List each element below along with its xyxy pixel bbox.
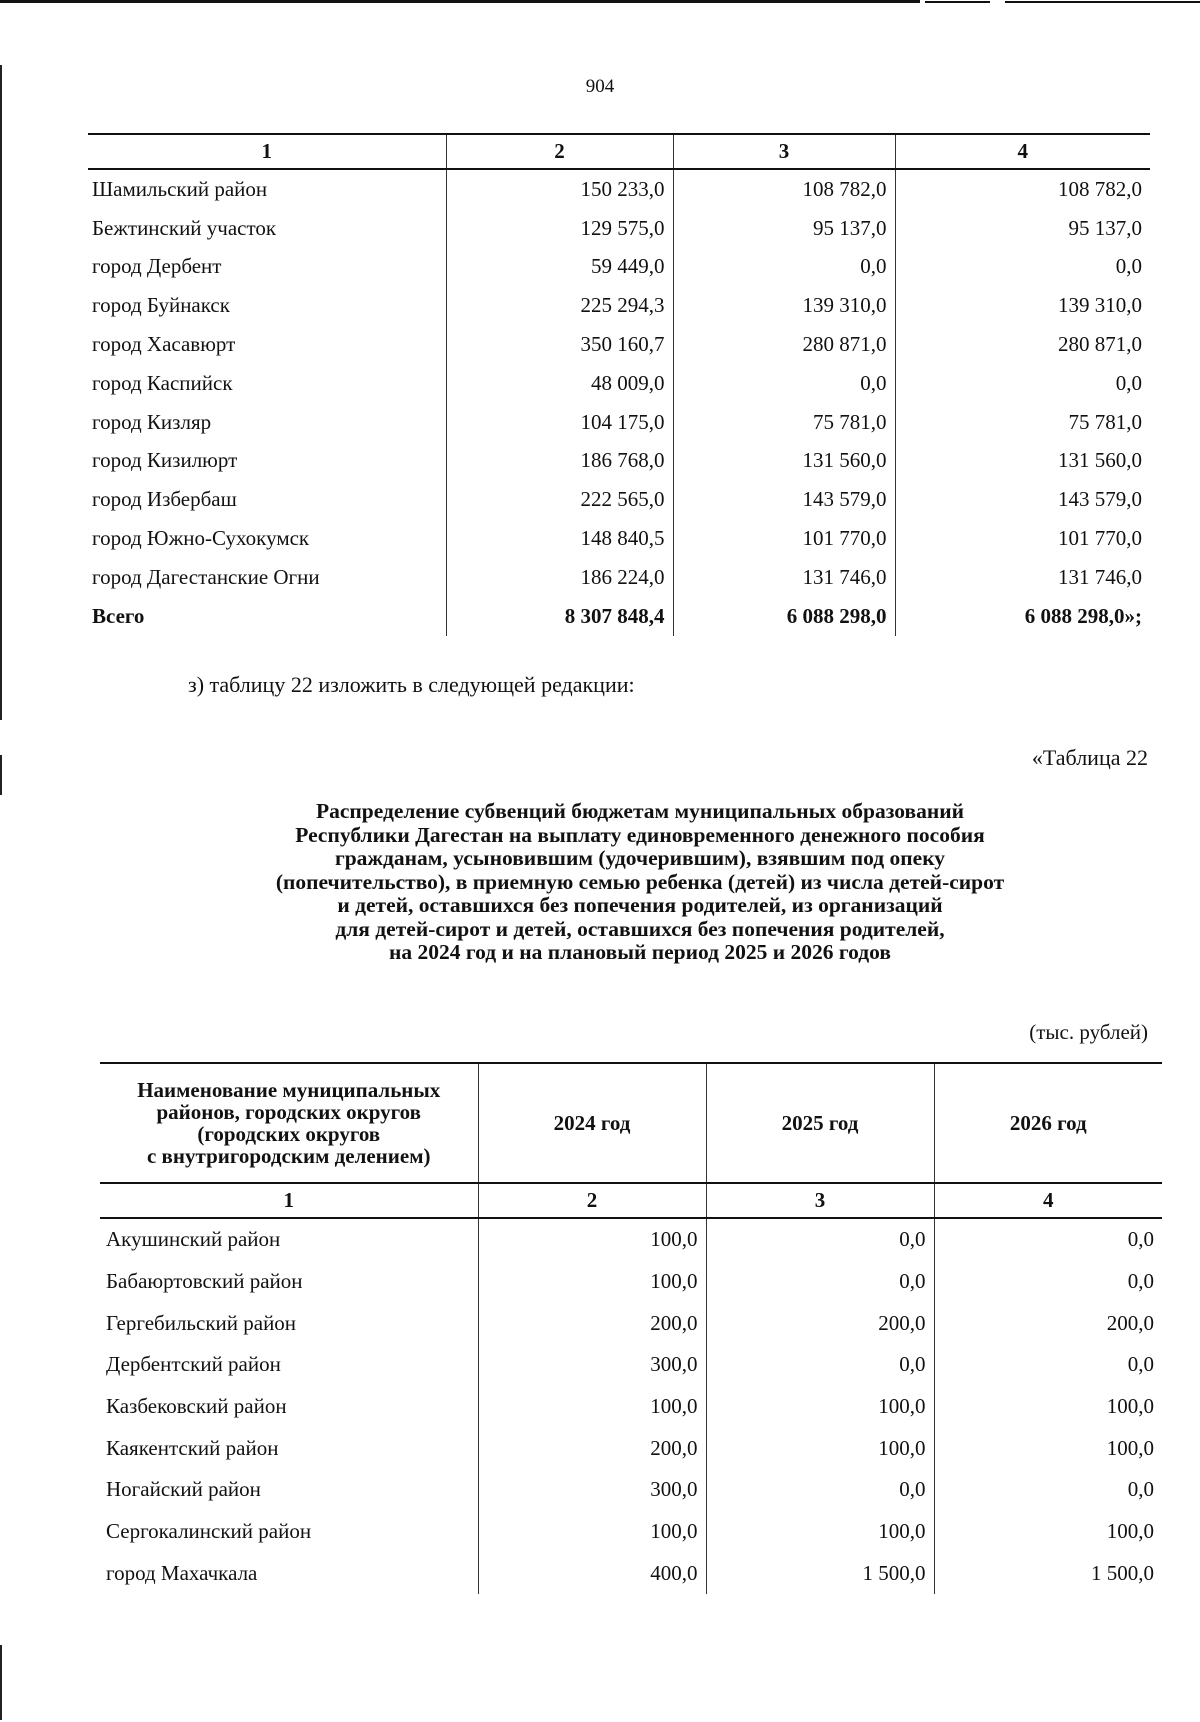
value-col2: 350 160,7 — [446, 325, 673, 364]
header-line: районов, городских округов — [156, 1100, 421, 1124]
value-2025: 0,0 — [706, 1344, 934, 1386]
table-row — [100, 1386, 1162, 1428]
table-row — [88, 558, 1150, 597]
value-2025: 100,0 — [706, 1511, 934, 1553]
value-2024: 400,0 — [478, 1553, 706, 1595]
value-col3: 131 560,0 — [673, 442, 895, 481]
municipality-name: Сергокалинский район — [106, 1519, 312, 1544]
value-2026: 200,0 — [934, 1302, 1162, 1344]
value-col3: 280 871,0 — [673, 325, 895, 364]
value-2025: 100,0 — [706, 1427, 934, 1469]
value-col4: 131 746,0 — [895, 558, 1150, 597]
value-2026: 0,0 — [934, 1344, 1162, 1386]
header-line: с внутригородским делением) — [146, 1144, 431, 1168]
total-col3: 6 088 298,0 — [673, 597, 895, 636]
amendment-instruction: з) таблицу 22 изложить в следующей редакции: — [188, 672, 635, 697]
table-row — [88, 480, 1150, 519]
value-col2: 186 768,0 — [446, 442, 673, 481]
municipality-name: Бабаюртовский район — [106, 1269, 303, 1294]
value-col2: 186 224,0 — [446, 558, 673, 597]
municipality-name: город Кизилюрт — [92, 448, 238, 473]
column-number: 4 — [934, 1183, 1162, 1218]
column-number: 1 — [100, 1183, 478, 1218]
header-2026: 2026 год — [934, 1063, 1162, 1183]
value-col3: 101 770,0 — [673, 519, 895, 558]
value-col3: 131 746,0 — [673, 558, 895, 597]
header-row — [100, 1063, 1162, 1183]
municipality-name: Ногайский район — [106, 1477, 261, 1502]
column-number: 3 — [706, 1183, 934, 1218]
municipality-name: Дербентский район — [106, 1352, 281, 1377]
units-label: (тыс. рублей) — [1029, 1020, 1148, 1044]
title-line: Республики Дагестан на выплату единовременного денежного пособия — [295, 822, 985, 847]
header-2025: 2025 год — [706, 1063, 934, 1183]
table-label: «Таблица 22 — [1031, 745, 1148, 770]
value-2024: 200,0 — [478, 1427, 706, 1469]
value-col2: 48 009,0 — [446, 364, 673, 403]
table-row — [100, 1469, 1162, 1511]
total-col4: 6 088 298,0»; — [895, 597, 1150, 636]
municipality-name: Казбековский район — [106, 1394, 287, 1419]
value-2025: 200,0 — [706, 1302, 934, 1344]
value-2025: 100,0 — [706, 1386, 934, 1428]
title-line: для детей-сирот и детей, оставшихся без попечения родителей, — [335, 916, 945, 941]
table-row — [88, 209, 1150, 248]
municipality-name: город Махачкала — [106, 1560, 258, 1585]
table-row — [88, 325, 1150, 364]
value-2024: 300,0 — [478, 1344, 706, 1386]
table-continuation — [88, 133, 1150, 636]
value-2026: 0,0 — [934, 1261, 1162, 1303]
column-number: 2 — [446, 134, 673, 169]
title-line: (попечительство), в приемную семью ребенка (детей) из числа детей-сирот — [275, 869, 1005, 894]
value-col2: 150 233,0 — [446, 169, 673, 209]
value-col3: 0,0 — [673, 248, 895, 287]
value-col4: 0,0 — [895, 248, 1150, 287]
table-row — [88, 403, 1150, 442]
value-2026: 0,0 — [934, 1469, 1162, 1511]
municipality-name: город Дагестанские Огни — [92, 564, 320, 589]
value-2026: 1 500,0 — [934, 1553, 1162, 1595]
title-line: на 2024 год и на плановый период 2025 и 2026 годов — [389, 940, 891, 964]
municipality-name: Акушинский район — [106, 1227, 281, 1252]
total-col2: 8 307 848,4 — [446, 597, 673, 636]
table-row — [100, 1302, 1162, 1344]
value-col4: 101 770,0 — [895, 519, 1150, 558]
value-2025: 1 500,0 — [706, 1553, 934, 1595]
value-2024: 100,0 — [478, 1218, 706, 1261]
total-row — [88, 597, 1150, 636]
table-row — [88, 169, 1150, 209]
column-number: 2 — [478, 1183, 706, 1218]
table-row — [100, 1261, 1162, 1303]
value-col2: 148 840,5 — [446, 519, 673, 558]
value-2024: 300,0 — [478, 1469, 706, 1511]
column-number: 3 — [673, 134, 895, 169]
value-col4: 75 781,0 — [895, 403, 1150, 442]
value-2025: 0,0 — [706, 1261, 934, 1303]
column-number: 4 — [895, 134, 1150, 169]
municipality-name: Гергебильский район — [106, 1310, 297, 1335]
value-col4: 143 579,0 — [895, 480, 1150, 519]
table-row — [100, 1344, 1162, 1386]
value-col2: 225 294,3 — [446, 286, 673, 325]
value-2026: 100,0 — [934, 1427, 1162, 1469]
municipality-name: город Южно-Сухокумск — [92, 526, 310, 551]
table-row — [100, 1218, 1162, 1261]
value-col3: 75 781,0 — [673, 403, 895, 442]
value-col3: 108 782,0 — [673, 169, 895, 209]
value-2024: 100,0 — [478, 1261, 706, 1303]
value-col3: 0,0 — [673, 364, 895, 403]
value-col4: 108 782,0 — [895, 169, 1150, 209]
municipality-name: город Каспийск — [92, 370, 233, 395]
scan-edge-line — [0, 1645, 2, 1720]
table-row — [88, 364, 1150, 403]
municipality-name: город Хасавюрт — [92, 332, 236, 357]
column-number-row — [100, 1183, 1162, 1218]
table-title — [140, 800, 1140, 965]
value-col2: 104 175,0 — [446, 403, 673, 442]
scan-edge-line — [0, 65, 2, 720]
column-number: 1 — [88, 134, 446, 169]
header-municipality — [100, 1063, 478, 1183]
table-22 — [100, 1062, 1162, 1594]
column-number-row — [88, 134, 1150, 169]
scan-artifact-top — [0, 0, 1200, 4]
value-col2: 222 565,0 — [446, 480, 673, 519]
total-label: Всего — [92, 603, 145, 628]
table-row — [88, 519, 1150, 558]
value-col3: 95 137,0 — [673, 209, 895, 248]
table-row — [100, 1511, 1162, 1553]
table-row — [88, 442, 1150, 481]
value-2024: 100,0 — [478, 1511, 706, 1553]
value-col4: 0,0 — [895, 364, 1150, 403]
value-2025: 0,0 — [706, 1218, 934, 1261]
value-2026: 100,0 — [934, 1386, 1162, 1428]
municipality-name: Бежтинский участок — [92, 215, 277, 240]
page-number: 904 — [585, 76, 615, 97]
table-row — [88, 248, 1150, 287]
table-row — [100, 1427, 1162, 1469]
header-2024: 2024 год — [478, 1063, 706, 1183]
value-col2: 59 449,0 — [446, 248, 673, 287]
value-2024: 100,0 — [478, 1386, 706, 1428]
value-col4: 139 310,0 — [895, 286, 1150, 325]
value-2026: 100,0 — [934, 1511, 1162, 1553]
table-row — [100, 1553, 1162, 1595]
value-2024: 200,0 — [478, 1302, 706, 1344]
value-col4: 95 137,0 — [895, 209, 1150, 248]
municipality-name: город Буйнакск — [92, 293, 230, 318]
value-col4: 280 871,0 — [895, 325, 1150, 364]
value-2025: 0,0 — [706, 1469, 934, 1511]
header-line: Наименование муниципальных — [137, 1078, 441, 1102]
value-col3: 139 310,0 — [673, 286, 895, 325]
scan-edge-line — [0, 755, 2, 795]
header-line: (городских округов — [197, 1122, 381, 1146]
title-line: и детей, оставшихся без попечения родителей, из организаций — [337, 893, 943, 917]
municipality-name: город Избербаш — [92, 487, 237, 512]
table-row — [88, 286, 1150, 325]
municipality-name: Каякентский район — [106, 1435, 279, 1460]
title-line: Распределение субвенций бюджетам муниципальных образований — [315, 799, 965, 823]
value-col3: 143 579,0 — [673, 480, 895, 519]
municipality-name: Шамильский район — [92, 176, 268, 201]
municipality-name: город Дербент — [92, 254, 222, 279]
title-line: гражданам, усыновившим (удочерившим), взявшим под опеку — [334, 846, 946, 870]
value-col4: 131 560,0 — [895, 442, 1150, 481]
municipality-name: город Кизляр — [92, 409, 212, 434]
value-2026: 0,0 — [934, 1218, 1162, 1261]
value-col2: 129 575,0 — [446, 209, 673, 248]
